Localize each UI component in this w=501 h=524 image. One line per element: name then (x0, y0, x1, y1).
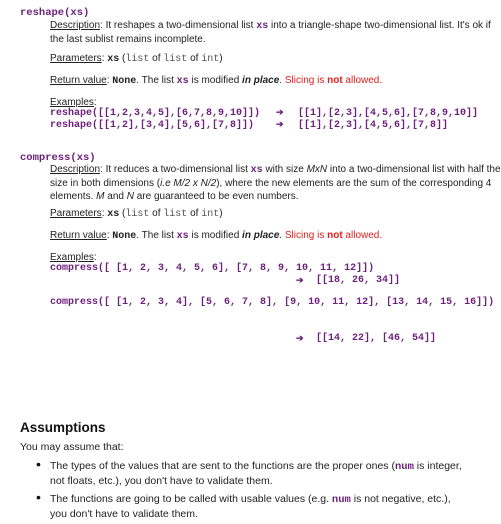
compress-example-1-call: compress([ [1, 2, 3, 4, 5, 6], [7, 8, 9, 10, 11, 12]]) (50, 263, 375, 274)
bullet-icon: • (36, 456, 41, 472)
reshape-example-call: reshape([[1,2,3,4,5],[6,7,8,9,10]]) (50, 108, 261, 119)
compress-description: Description: It reduces a two-dimensional list xs with size MxN into a two-dimensional list with half the size in both dimensions (i.e M/2 x N/2), where the new elements are the sum of the corresponding 4 elements. M and N are guaranteed to be even numbers. (50, 164, 501, 202)
assumption-item: The functions are going to be called with usable values (e.g. num is not negative, etc.), you don't have to validate them. (50, 493, 451, 520)
arrow-icon: ➔ (296, 333, 304, 343)
compress-return-value: Return value: None. The list xs is modified in place. Slicing is not allowed. (50, 230, 383, 242)
arrow-icon: ➔ (276, 119, 284, 129)
reshape-parameters: Parameters: xs (list of list of int) (50, 53, 223, 65)
reshape-return-value: Return value: None. The list xs is modified in place. Slicing is not allowed. (50, 75, 383, 87)
compress-example-2-call: compress([ [1, 2, 3, 4], [5, 6, 7, 8], [9, 10, 11, 12], [13, 14, 15, 16]]) (50, 297, 495, 308)
assumptions-heading: Assumptions (20, 420, 106, 435)
arrow-icon: ➔ (296, 275, 304, 285)
reshape-description: Description: It reshapes a two-dimensional list xs into a triangle-shape two-dimensional list. It's ok if the last sublist remains incomplete. (50, 20, 491, 45)
compress-heading: compress(xs) (20, 152, 96, 164)
bullet-icon: • (36, 489, 41, 505)
description-label: Description (50, 20, 101, 31)
compress-parameters: Parameters: xs (list of list of int) (50, 208, 223, 220)
compress-example-1-result: [[18, 26, 34]] (316, 275, 401, 286)
compress-example-2-result: [[14, 22], [46, 54]] (316, 333, 437, 344)
assumptions-intro: You may assume that: (20, 441, 124, 453)
compress-examples-label: Examples: (50, 252, 97, 263)
reshape-example-call: reshape([[1,2],[3,4],[5,6],[7,8]]) (50, 120, 255, 131)
reshape-example-result: [[1],[2,3],[4,5,6],[7,8]] (298, 120, 449, 131)
arrow-icon: ➔ (276, 107, 284, 117)
reshape-example-result: [[1],[2,3],[4,5,6],[7,8,9,10]] (298, 108, 479, 119)
assumption-item: The types of the values that are sent to the functions are the proper ones (num is integer, not floats, etc.), you don't have to validate them. (50, 460, 462, 487)
reshape-heading: reshape(xs) (20, 7, 90, 19)
reshape-examples-label: Examples: (50, 97, 97, 108)
